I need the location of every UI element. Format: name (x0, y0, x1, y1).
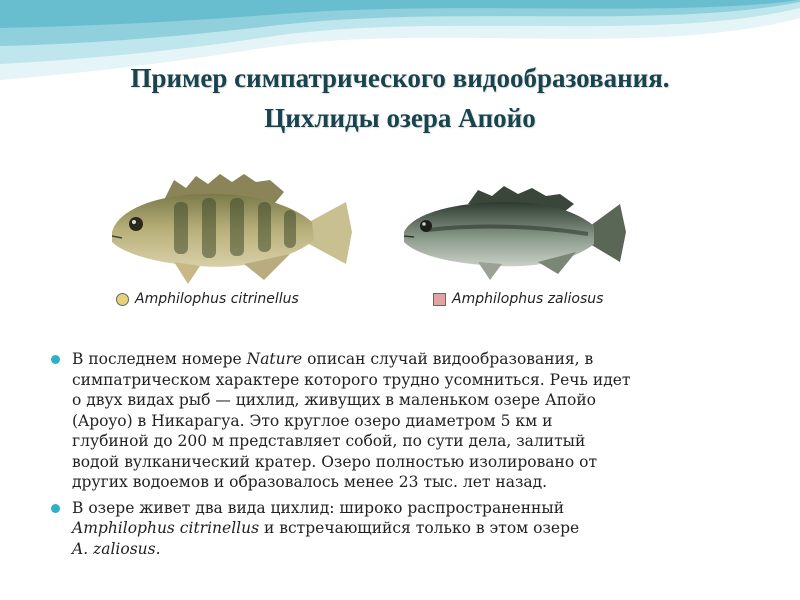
fish-citrinellus-image (104, 162, 354, 290)
bullet-dot-icon (51, 355, 60, 364)
bullet-1-text: (Apoyo) в Никарагуа. Это круглое озеро диаметром 5 км и (72, 411, 553, 430)
bullet-1-text: симпатрическом характере которого трудно усомниться. Речь идет (72, 370, 631, 389)
journal-name: Nature (246, 350, 303, 368)
slide-title (20, 58, 780, 138)
legend-citrinellus-label: Amphilophus citrinellus (135, 291, 299, 307)
bullet-1-text: В последнем номере (72, 350, 247, 368)
bullet-1-text: водой вулканический кратер. Озеро полностью изолировано от (72, 452, 598, 471)
species-name: Amphilophus citrinellus (72, 519, 260, 537)
bullet-1-text: других водоемов и образовалось менее 23 тыс. лет назад. (72, 473, 548, 491)
fish-figure (98, 160, 657, 328)
slide-title-line-1: Пример симпатрического видообразования. (130, 63, 670, 93)
legend-zaliosus (433, 291, 603, 307)
species-name: A. zaliosus. (72, 539, 161, 558)
bullet-1-text: глубиной до 200 м представляет собой, по сути дела, залитый (72, 432, 586, 450)
circle-swatch-icon (116, 293, 129, 306)
fish-zaliosus-image (398, 174, 628, 284)
bullet-1-text: описан случай видообразования, в (302, 350, 594, 368)
bullet-1-text: о двух видах рыб — цихлид, живущих в маленьком озере Апойо (72, 391, 597, 409)
bullet-dot-icon (51, 504, 60, 513)
bullet-2-text: В озере живет два вида цихлид: широко распространенный (72, 498, 565, 517)
bullet-2-text: и встречающийся только в этом озере (259, 519, 580, 537)
legend-citrinellus (116, 291, 299, 307)
bullet-item-2 (48, 498, 768, 560)
legend-zaliosus-label: Amphilophus zaliosus (452, 291, 604, 307)
square-swatch-icon (433, 293, 446, 306)
slide-title-line-2: Цихлиды озера Апойо (264, 103, 536, 133)
bullet-item-1 (48, 349, 768, 493)
bullet-list (48, 349, 768, 564)
